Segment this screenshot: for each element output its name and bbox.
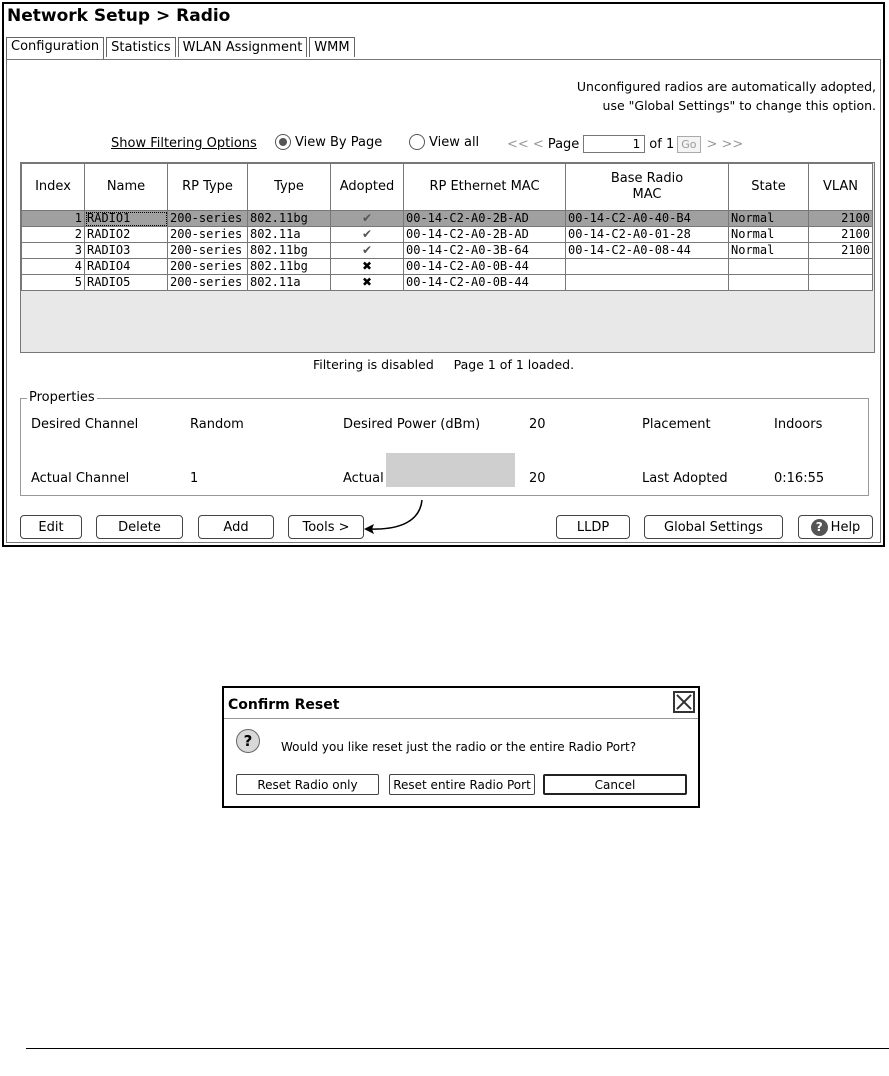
cell-rp-type: 200-series bbox=[168, 259, 248, 275]
cell-base-mac bbox=[566, 259, 729, 275]
col-name-header[interactable]: Name bbox=[85, 164, 168, 211]
col-index-header[interactable]: Index bbox=[22, 164, 85, 211]
adoption-note bbox=[577, 77, 876, 115]
global-settings-button[interactable]: Global Settings bbox=[644, 515, 783, 539]
table-row[interactable] bbox=[22, 259, 873, 275]
page-label: Page bbox=[547, 136, 580, 152]
cell-type: 802.11a bbox=[248, 275, 331, 291]
page-number-input[interactable] bbox=[583, 135, 645, 153]
view-all-label: View all bbox=[429, 134, 480, 150]
next-page-buttons[interactable]: > >> bbox=[706, 136, 744, 152]
cell-index: 5 bbox=[22, 275, 85, 291]
table-row[interactable] bbox=[22, 243, 873, 259]
cancel-button[interactable]: Cancel bbox=[543, 774, 687, 795]
actual-channel-label: Actual Channel bbox=[31, 471, 130, 486]
cell-index: 3 bbox=[22, 243, 85, 259]
help-question-icon: ? bbox=[811, 519, 828, 536]
actual-power-value: 20 bbox=[529, 471, 546, 486]
cell-type: 802.11bg bbox=[248, 259, 331, 275]
desired-channel-label: Desired Channel bbox=[31, 417, 139, 432]
cell-state: Normal bbox=[729, 243, 809, 259]
cell-name: RADIO1 bbox=[85, 211, 168, 227]
desired-channel-value: Random bbox=[190, 417, 244, 432]
cell-name: RADIO3 bbox=[85, 243, 168, 259]
cell-rp-mac: 00-14-C2-A0-2B-AD bbox=[404, 211, 566, 227]
configuration-content bbox=[6, 59, 881, 543]
cell-rp-type: 200-series bbox=[168, 275, 248, 291]
desired-power-label: Desired Power (dBm) bbox=[343, 417, 481, 432]
reset-radio-only-button[interactable]: Reset Radio only bbox=[236, 774, 379, 795]
cell-vlan bbox=[809, 259, 873, 275]
prev-page-buttons[interactable]: << < bbox=[507, 136, 544, 152]
placement-label: Placement bbox=[642, 417, 711, 432]
last-adopted-value: 0:16:55 bbox=[774, 471, 825, 486]
cell-index: 1 bbox=[22, 211, 85, 227]
table-header-row bbox=[22, 164, 873, 211]
dialog-divider bbox=[224, 718, 698, 719]
reset-entire-radio-port-button[interactable]: Reset entire Radio Port bbox=[389, 774, 535, 795]
tab-statistics[interactable]: Statistics bbox=[106, 37, 175, 57]
cell-base-mac: 00-14-C2-A0-01-28 bbox=[566, 227, 729, 243]
properties-legend: Properties bbox=[29, 390, 95, 405]
show-filtering-options-link[interactable]: Show Filtering Options bbox=[111, 136, 257, 151]
table-toolbar bbox=[7, 131, 880, 157]
not-adopted-x-icon: ✖ bbox=[331, 275, 404, 291]
adoption-note-line1: Unconfigured radios are automatically adopted, bbox=[576, 79, 876, 94]
lldp-button[interactable]: LLDP bbox=[556, 515, 630, 539]
cell-index: 4 bbox=[22, 259, 85, 275]
cell-vlan: 2100 bbox=[809, 227, 873, 243]
cell-index: 2 bbox=[22, 227, 85, 243]
cell-base-mac bbox=[566, 275, 729, 291]
cell-rp-type: 200-series bbox=[168, 211, 248, 227]
col-rp-ethernet-mac-header[interactable]: RP Ethernet MAC bbox=[404, 164, 566, 211]
cell-state bbox=[729, 259, 809, 275]
redacted-area bbox=[386, 453, 515, 487]
go-button[interactable]: Go bbox=[677, 136, 700, 153]
col-type-header[interactable]: Type bbox=[248, 164, 331, 211]
tab-wlan-assignment[interactable]: WLAN Assignment bbox=[178, 37, 308, 57]
cell-base-mac: 00-14-C2-A0-40-B4 bbox=[566, 211, 729, 227]
table-status-text: Filtering is disabled Page 1 of 1 loaded. bbox=[312, 357, 575, 372]
page-count-label: of 1 bbox=[649, 136, 675, 152]
adopted-check-icon: ✔ bbox=[331, 211, 404, 227]
cell-state bbox=[729, 275, 809, 291]
view-all-radio[interactable] bbox=[409, 134, 479, 150]
cell-type: 802.11a bbox=[248, 227, 331, 243]
table-row[interactable] bbox=[22, 275, 873, 291]
radio-table bbox=[20, 162, 875, 353]
col-vlan-header[interactable]: VLAN bbox=[809, 164, 873, 211]
table-row[interactable] bbox=[22, 211, 873, 227]
placement-value: Indoors bbox=[774, 417, 823, 432]
cell-vlan bbox=[809, 275, 873, 291]
view-by-page-label: View By Page bbox=[295, 134, 383, 150]
cell-name: RADIO2 bbox=[85, 227, 168, 243]
edit-button[interactable]: Edit bbox=[20, 515, 82, 539]
confirm-reset-dialog bbox=[222, 686, 700, 808]
tab-configuration[interactable]: Configuration bbox=[6, 37, 104, 60]
cell-vlan: 2100 bbox=[809, 243, 873, 259]
cell-rp-type: 200-series bbox=[168, 243, 248, 259]
cell-rp-mac: 00-14-C2-A0-0B-44 bbox=[404, 275, 566, 291]
view-by-page-radio[interactable] bbox=[275, 134, 382, 150]
adopted-check-icon: ✔ bbox=[331, 243, 404, 259]
radio-selected-icon bbox=[275, 134, 291, 150]
dialog-message: Would you like reset just the radio or the entire Radio Port? bbox=[281, 740, 637, 754]
col-adopted-header[interactable]: Adopted bbox=[331, 164, 404, 211]
adoption-note-line2: use "Global Settings" to change this option. bbox=[602, 98, 876, 113]
cell-state: Normal bbox=[729, 227, 809, 243]
cell-type: 802.11bg bbox=[248, 211, 331, 227]
adopted-check-icon: ✔ bbox=[331, 227, 404, 243]
add-button[interactable]: Add bbox=[198, 515, 274, 539]
tab-wmm[interactable]: WMM bbox=[309, 37, 354, 57]
cell-state: Normal bbox=[729, 211, 809, 227]
radio-panel bbox=[2, 2, 885, 547]
tools-button[interactable]: Tools > bbox=[288, 515, 364, 539]
help-label: Help bbox=[830, 519, 861, 535]
last-adopted-label: Last Adopted bbox=[642, 471, 728, 486]
col-base-radio-mac-header[interactable]: Base Radio MAC bbox=[566, 164, 729, 211]
cell-rp-mac: 00-14-C2-A0-2B-AD bbox=[404, 227, 566, 243]
question-icon: ? bbox=[236, 729, 260, 753]
dialog-title: Confirm Reset bbox=[228, 697, 340, 713]
callout-arrow-icon bbox=[362, 498, 432, 538]
close-icon[interactable] bbox=[673, 691, 695, 713]
radio-unselected-icon bbox=[409, 134, 425, 150]
cell-rp-mac: 00-14-C2-A0-3B-64 bbox=[404, 243, 566, 259]
desired-power-value: 20 bbox=[529, 417, 546, 432]
delete-button[interactable]: Delete bbox=[96, 515, 183, 539]
page-footer-rule bbox=[26, 1048, 889, 1049]
pager bbox=[507, 135, 743, 153]
actual-channel-value: 1 bbox=[190, 471, 199, 486]
cell-base-mac: 00-14-C2-A0-08-44 bbox=[566, 243, 729, 259]
actual-power-label: Actual bbox=[343, 471, 384, 486]
cell-name: RADIO4 bbox=[85, 259, 168, 275]
col-rp-type-header[interactable]: RP Type bbox=[168, 164, 248, 211]
help-button[interactable] bbox=[798, 515, 873, 539]
tab-bar bbox=[6, 37, 357, 60]
table-row[interactable] bbox=[22, 227, 873, 243]
cell-type: 802.11bg bbox=[248, 243, 331, 259]
cell-rp-mac: 00-14-C2-A0-0B-44 bbox=[404, 259, 566, 275]
not-adopted-x-icon: ✖ bbox=[331, 259, 404, 275]
cell-name: RADIO5 bbox=[85, 275, 168, 291]
properties-group bbox=[20, 390, 869, 496]
page-title: Network Setup > Radio bbox=[7, 6, 231, 26]
col-state-header[interactable]: State bbox=[729, 164, 809, 211]
cell-rp-type: 200-series bbox=[168, 227, 248, 243]
cell-vlan: 2100 bbox=[809, 211, 873, 227]
